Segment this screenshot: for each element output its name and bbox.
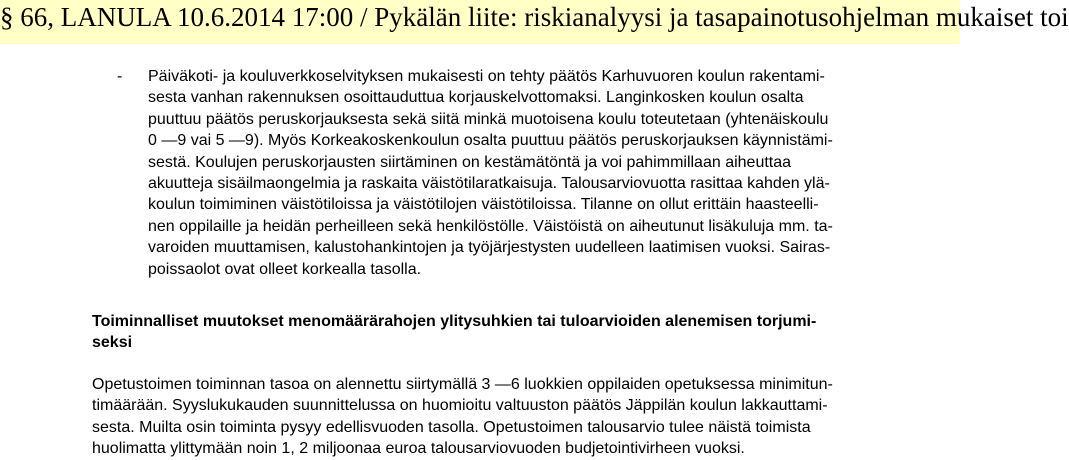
text-line: timäärään. Syyslukukauden suunnittelussa on huomioitu valtuuston päätös Jäppilän koulun lakkauttami-: [92, 397, 828, 415]
text-line: Opetustoimen toiminnan tasoa on alennettu siirtymällä 3 —6 luokkien oppilaiden opetuksessa minimitun-: [92, 376, 833, 393]
text-line: koulun toimiminen väistötiloissa ja väistötilojen väistötiloissa. Tilanne on ollut erittäin haasteelli-: [148, 196, 819, 214]
heading-line: seksi: [92, 334, 133, 352]
header-text: § 66, LANULA 10.6.2014 17:00 / Pykälän liite: riskianalyysi ja tasapainotusohjelman mukaiset toi: [0, 2, 1069, 32]
list-bullet: -: [117, 68, 123, 85]
text-line: huolimatta ylittymään noin 1, 2 miljoonaa euroa talousarviovuoden budjetointivirheen vuoksi.: [92, 440, 745, 458]
text-line: sesta. Muilta osin toiminta pysyy edellisvuoden tasolla. Opetustoimen talousarvio tulee näistä toimista: [92, 418, 811, 436]
heading-line: Toiminnalliset muutokset menomäärärahojen ylitysuhkien tai tuloarvioiden alenemisen torjumi-: [92, 313, 817, 330]
text-line: poissaolot ovat olleet korkealla tasolla.: [148, 260, 422, 278]
text-line: puuttuu päätös peruskorjauksesta sekä siitä minkä muotoisena koulu toteutetaan (yhtenäiskoulu: [148, 110, 829, 128]
text-line: sesta vanhan rakennuksen osoittauduttua korjauskelvottomaksi. Langinkosken koulun osalta: [148, 89, 804, 107]
list-item-paragraph: [148, 66, 833, 280]
text-line: varoiden muuttamisen, kalustohankintojen ja työjärjestysten uudelleen laatimisen vuoksi. Sairas-: [148, 239, 831, 257]
text-line: 0 —9 vai 5 —9). Myös Korkeakoskenkoulun osalta puuttuu päätös peruskorjauksen käynnistämi-: [148, 132, 833, 150]
text-line: nen oppilaille ja heidän perheilleen sekä henkilöstölle. Väistöistä on aiheutunut lisäkuluja mm. ta-: [148, 217, 833, 235]
text-line: akuutteja sisäilmaongelmia ja raskaita väistötilaratkaisuja. Talousarviovuotta rasittaa kahden ylä-: [148, 175, 830, 193]
annotation-header: [0, 0, 1069, 44]
text-line: Päiväkoti- ja kouluverkkoselvityksen mukaisesti on tehty päätös Karhuvuoren koulun rakentami-: [148, 68, 825, 85]
text-line: sestä. Koulujen peruskorjausten siirtäminen on kestämätöntä ja voi pahimmillaan aiheuttaa: [148, 153, 792, 171]
section-heading: [92, 311, 816, 354]
section-body-paragraph: [92, 374, 833, 460]
